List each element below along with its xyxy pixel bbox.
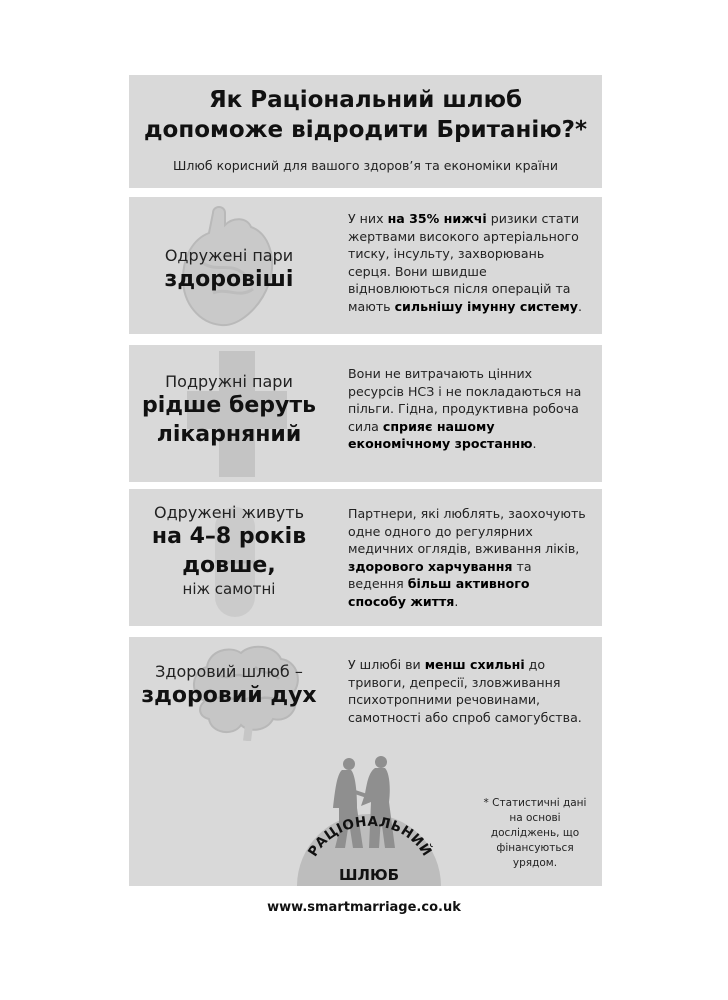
smart-marriage-logo: [289, 752, 449, 886]
card-left: [129, 489, 329, 626]
card-lead: Одружені пари: [164, 246, 294, 265]
body-text: .: [577, 298, 582, 314]
logo-arc-text: РАЦІОНАЛЬНИЙ: [305, 813, 435, 860]
header-panel: [129, 75, 602, 188]
body-text: .: [532, 436, 537, 451]
card-live-longer: [129, 489, 602, 626]
card-left-text: [129, 246, 329, 294]
card-healthier: [129, 197, 602, 334]
body-bold: на 35% нижчі: [387, 211, 487, 226]
card-headline: здоровий дух: [141, 683, 317, 708]
body-bold: здорового харчування: [348, 558, 513, 574]
title-line-1: Як Раціональний шлюб: [208, 87, 523, 113]
card-left-text: [129, 662, 329, 710]
body-text: до тривоги, депресії, зловживання психотропними речовинами, самотності або спроб самогубства.: [348, 657, 582, 725]
body-text: .: [454, 593, 459, 609]
card-body: [348, 210, 588, 315]
card-headline: довше,: [182, 553, 276, 578]
body-text: Партнери, які люблять, заохочують одне одного до регулярних медичних оглядів, вживання ліків,: [348, 506, 586, 556]
body-bold: більш активного способу життя: [348, 576, 530, 609]
card-lead: Одружені живуть: [154, 503, 304, 522]
card-body: [348, 656, 588, 726]
title-line-2: допоможе відродити Британію?*: [143, 117, 588, 143]
body-bold: менш схильні: [424, 657, 525, 672]
card-left: [129, 197, 329, 334]
card-lead: Подружні пари: [165, 372, 293, 391]
card-left: [129, 345, 329, 482]
footnote: * Статистичні дані на основі досліджень, що фінансуються урядом.: [483, 797, 587, 869]
page-subtitle: Шлюб корисний для вашого здоров’я та економіки країни: [173, 158, 558, 173]
card-left-text: [129, 372, 329, 449]
body-text: У них: [348, 211, 388, 226]
body-bold: сильнішу імунну систему: [394, 298, 578, 314]
body-text: та ведення: [348, 558, 532, 591]
card-headline: рідше беруть: [141, 393, 317, 418]
card-tail: ніж самотні: [182, 580, 276, 598]
body-bold: сприяє нашому економічному зростанню: [348, 418, 533, 451]
body-text: ризики стати жертвами високого артеріального тиску, інсульту, захворювань серця. Вони швидше відновлюються після операцій та мають: [348, 211, 580, 314]
body-text: Вони не витрачають цінних ресурсів НСЗ і не покладаються на пільги. Гідна, продуктивна робоча сила: [348, 366, 582, 434]
website-url[interactable]: www.smartmarriage.co.uk: [267, 900, 461, 915]
card-body: [348, 365, 588, 453]
card-headline: лікарняний: [156, 422, 302, 447]
card-healthy-mind: [129, 637, 602, 886]
page-title: [129, 85, 602, 145]
card-lead: Здоровий шлюб –: [155, 662, 303, 681]
card-left-text: [129, 503, 329, 598]
card-sick-leave: [129, 345, 602, 482]
body-text: У шлюбі ви: [348, 657, 425, 672]
card-body: [348, 505, 588, 610]
logo-word: ШЛЮБ: [338, 866, 400, 884]
card-headline: здоровіші: [164, 267, 294, 292]
card-headline: на 4–8 років: [151, 524, 307, 549]
card-left: [129, 637, 329, 747]
